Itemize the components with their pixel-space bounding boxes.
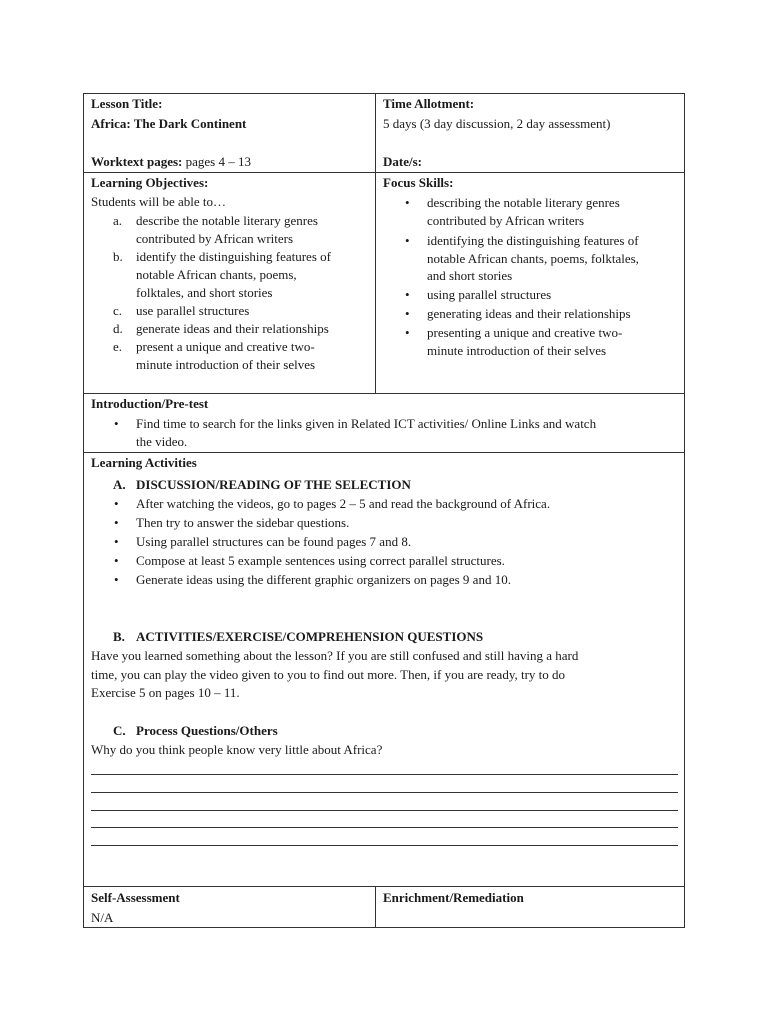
objective-line: identify the distinguishing features of <box>136 249 331 264</box>
focus-skill-item: • generating ideas and their relationships <box>427 306 631 322</box>
process-question: Why do you think people know very little about Africa? <box>91 742 383 757</box>
answer-line <box>91 827 678 828</box>
section-c-marker: C. <box>113 723 126 738</box>
objective-marker: c. <box>113 303 123 318</box>
objective-line: describe the notable literary genres <box>136 213 318 228</box>
intro-item-line: the video. <box>136 434 188 449</box>
section-b-text: Have you learned something about the lesson? If you are still confused and still having a hard <box>91 648 579 663</box>
intro-label: Introduction/Pre-test <box>91 396 209 411</box>
objective-marker: a. <box>113 213 123 228</box>
answer-line <box>91 845 678 846</box>
objective-line: folktales, and short stories <box>136 285 273 300</box>
activity-item: • Using parallel structures can be found pages 7 and 8. <box>136 534 411 550</box>
activity-item: • Compose at least 5 example sentences using correct parallel structures. <box>136 553 505 569</box>
row-divider <box>83 172 685 173</box>
focus-skill-item: • presenting a unique and creative two- <box>427 325 622 341</box>
objective-marker: d. <box>113 321 123 336</box>
answer-line <box>91 810 678 811</box>
objective-line: generate ideas and their relationships <box>136 321 329 336</box>
self-assessment-value: N/A <box>91 910 114 925</box>
column-divider-top <box>375 93 376 393</box>
row-divider <box>83 886 685 887</box>
date-label: Date/s: <box>383 154 422 169</box>
self-assessment-label: Self-Assessment <box>91 890 180 905</box>
row-divider <box>83 452 685 453</box>
section-b-marker: B. <box>113 629 125 644</box>
intro-item: • Find time to search for the links given in Related ICT activities/ Online Links and watch <box>136 416 596 432</box>
answer-line <box>91 774 678 775</box>
objective-marker: b. <box>113 249 123 264</box>
objective-line: contributed by African writers <box>136 231 294 246</box>
activity-item: • Generate ideas using the different graphic organizers on pages 9 and 10. <box>136 572 511 588</box>
row-divider <box>83 393 685 394</box>
section-a-heading: DISCUSSION/READING OF THE SELECTION <box>136 477 411 492</box>
worktext-label: Worktext pages: <box>91 154 183 169</box>
objective-line: notable African chants, poems, <box>136 267 297 282</box>
section-b-text: time, you can play the video given to you to find out more. Then, if you are ready, try to do <box>91 667 566 682</box>
focus-skill-line: minute introduction of their selves <box>427 343 607 358</box>
focus-skill-line: contributed by African writers <box>427 213 585 228</box>
activities-label: Learning Activities <box>91 455 197 470</box>
objective-marker: e. <box>113 339 123 354</box>
focus-skill-item: • identifying the distinguishing features of <box>427 233 639 249</box>
column-divider-bottom <box>375 886 376 928</box>
objectives-label: Learning Objectives: <box>91 175 209 190</box>
section-c-heading: Process Questions/Others <box>136 723 278 738</box>
objective-line: present a unique and creative two- <box>136 339 315 354</box>
lesson-title: Africa: The Dark Continent <box>91 116 247 131</box>
activity-item: • Then try to answer the sidebar questions. <box>136 515 349 531</box>
focus-skill-item: • describing the notable literary genres <box>427 195 620 211</box>
objectives-intro: Students will be able to… <box>91 194 227 209</box>
section-b-heading: ACTIVITIES/EXERCISE/COMPREHENSION QUESTIONS <box>136 629 484 644</box>
time-allotment-value: 5 days (3 day discussion, 2 day assessment) <box>383 116 611 131</box>
section-b-text: Exercise 5 on pages 10 – 11. <box>91 685 240 700</box>
activity-item: • After watching the videos, go to pages 2 – 5 and read the background of Africa. <box>136 496 550 512</box>
time-allotment-label: Time Allotment: <box>383 96 475 111</box>
worktext-pages <box>91 154 251 170</box>
objective-line: use parallel structures <box>136 303 250 318</box>
enrichment-label: Enrichment/Remediation <box>383 890 524 905</box>
answer-line <box>91 792 678 793</box>
section-a-marker: A. <box>113 477 126 492</box>
objective-line: minute introduction of their selves <box>136 357 316 372</box>
worktext-value: pages 4 – 13 <box>185 154 251 169</box>
lesson-title-label: Lesson Title: <box>91 96 163 111</box>
focus-skill-line: notable African chants, poems, folktales, <box>427 251 639 266</box>
focus-skills-label: Focus Skills: <box>383 175 454 190</box>
focus-skill-item: • using parallel structures <box>427 287 551 303</box>
focus-skill-line: and short stories <box>427 268 513 283</box>
